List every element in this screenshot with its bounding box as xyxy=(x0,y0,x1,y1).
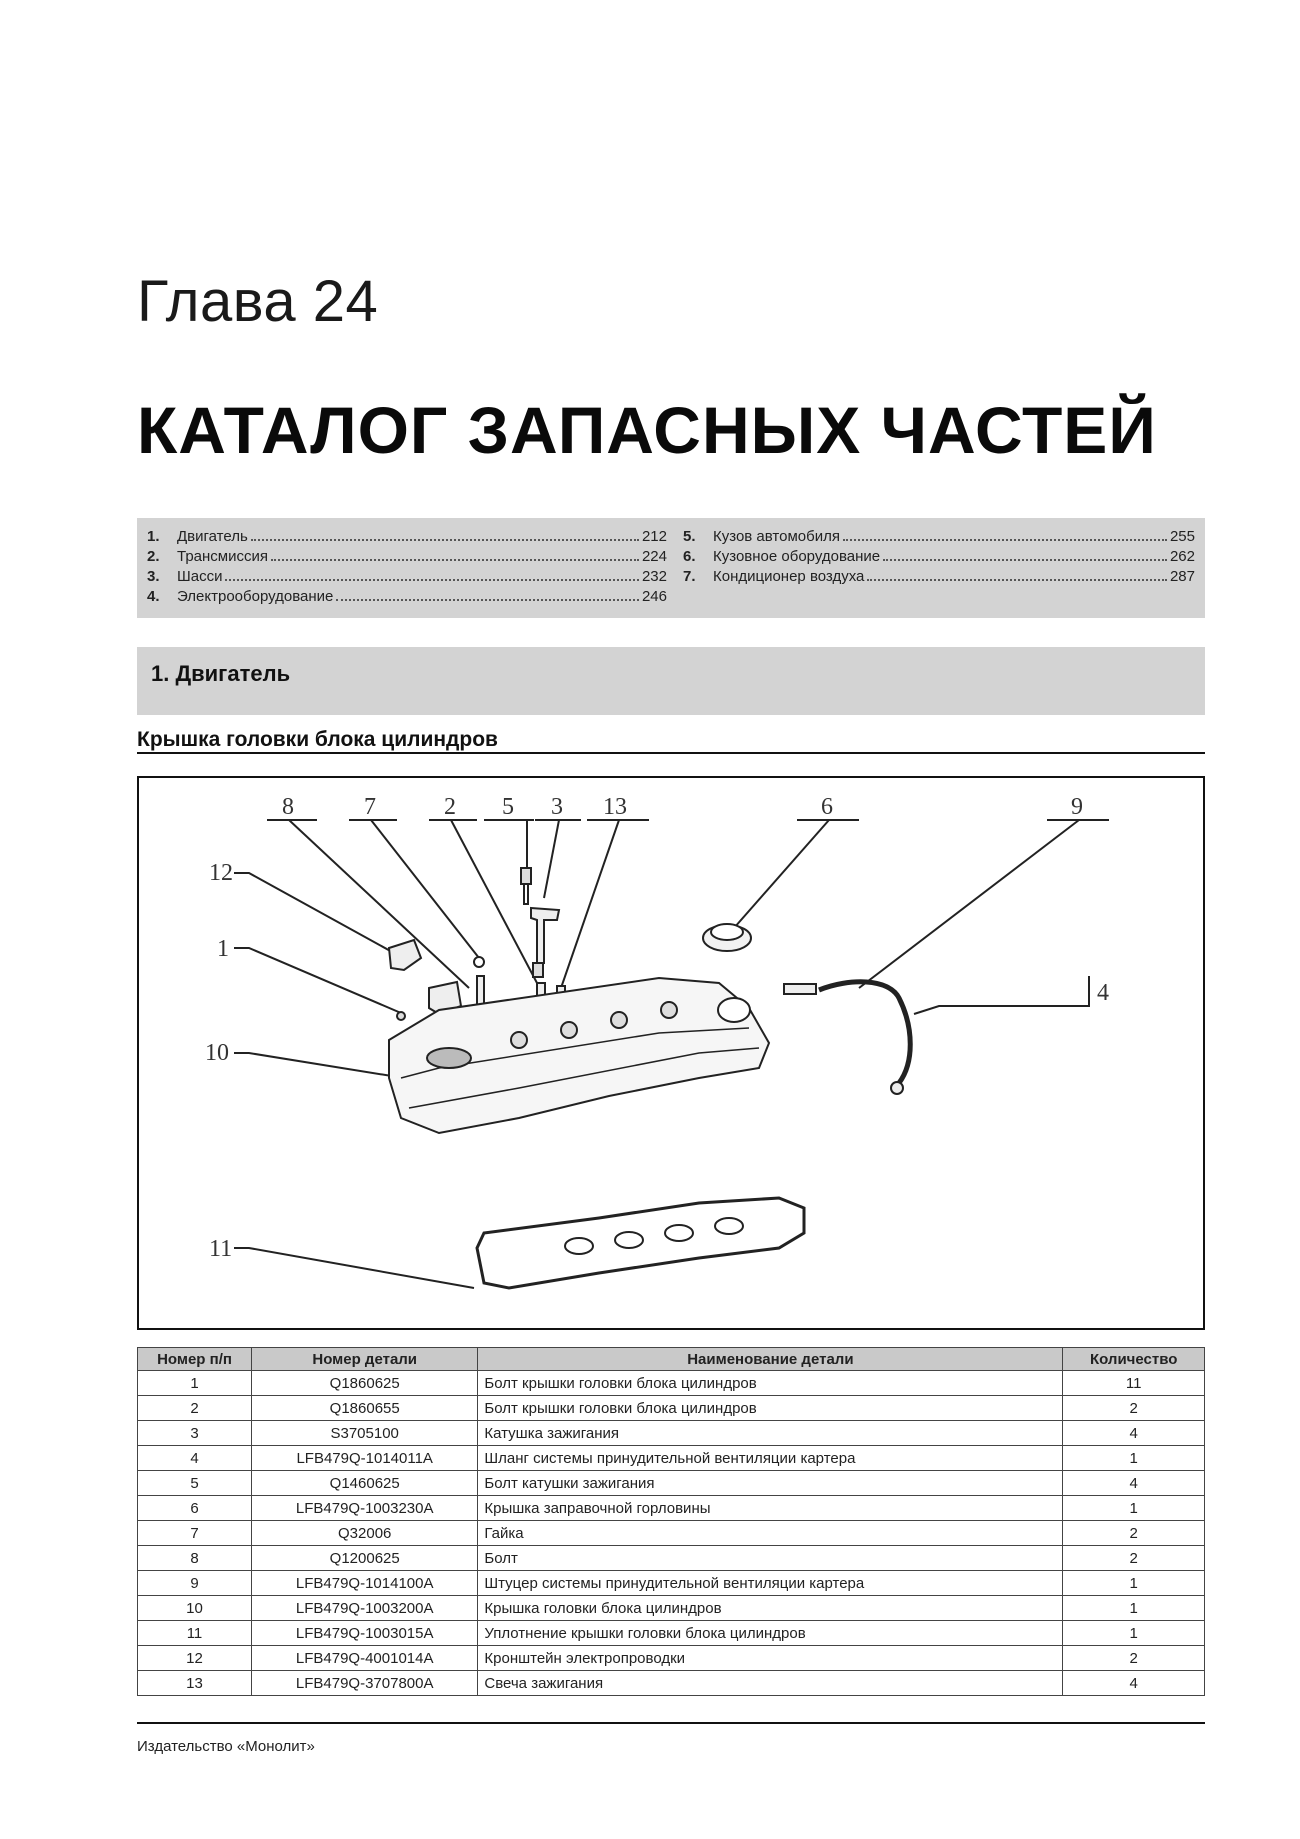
cell-part-number: LFB479Q-1003015A xyxy=(252,1621,478,1646)
ignition-coil-part-3 xyxy=(531,908,559,963)
toc-item[interactable] xyxy=(147,588,667,608)
toc-item-number: 1. xyxy=(147,528,160,545)
toc-item-page: 255 xyxy=(1169,528,1195,545)
cell-part-name: Гайка xyxy=(478,1521,1063,1546)
callout-label: 1 xyxy=(217,936,229,962)
gasket-ring xyxy=(665,1225,693,1241)
cell-part-number: LFB479Q-1014011A xyxy=(252,1446,478,1471)
column-header: Наименование детали xyxy=(478,1348,1063,1371)
subsection-title: Крышка головки блока цилиндров xyxy=(137,728,498,751)
cell-quantity: 4 xyxy=(1063,1421,1205,1446)
leader-line xyxy=(289,820,469,988)
cell-item-number: 1 xyxy=(138,1371,252,1396)
toc-leader-dots xyxy=(336,599,639,601)
coil-hole xyxy=(561,1022,577,1038)
diagram-drawing xyxy=(139,778,1203,1328)
leader-line xyxy=(234,1053,404,1078)
table-row xyxy=(138,1571,1205,1596)
toc-item[interactable] xyxy=(683,548,1195,568)
table-row xyxy=(138,1396,1205,1421)
cell-item-number: 13 xyxy=(138,1671,252,1696)
cell-quantity: 1 xyxy=(1063,1571,1205,1596)
table-row xyxy=(138,1471,1205,1496)
cell-part-name: Болт катушки зажигания xyxy=(478,1471,1063,1496)
cell-part-number: LFB479Q-1003200A xyxy=(252,1596,478,1621)
pcv-fitting-part-9 xyxy=(784,984,816,994)
callout-label: 12 xyxy=(209,860,233,886)
bolt-part-5-shaft xyxy=(524,884,528,904)
table-row xyxy=(138,1371,1205,1396)
cell-part-number: Q1860655 xyxy=(252,1396,478,1421)
bracket-part-12 xyxy=(389,940,421,970)
cell-part-number: Q1860625 xyxy=(252,1371,478,1396)
toc-item-number: 5. xyxy=(683,528,696,545)
cell-part-number: Q1460625 xyxy=(252,1471,478,1496)
callout-label: 5 xyxy=(502,794,514,820)
toc-leader-dots xyxy=(883,559,1167,561)
callout-label: 4 xyxy=(1097,980,1109,1006)
table-row xyxy=(138,1496,1205,1521)
callout-label: 6 xyxy=(821,794,833,820)
table-row xyxy=(138,1446,1205,1471)
toc-leader-dots xyxy=(867,579,1167,581)
table-row xyxy=(138,1596,1205,1621)
toc-item[interactable] xyxy=(147,568,667,588)
leader-line xyxy=(234,873,394,953)
coil-hole xyxy=(611,1012,627,1028)
cell-item-number: 5 xyxy=(138,1471,252,1496)
toc-item-page: 246 xyxy=(641,588,667,605)
toc-item[interactable] xyxy=(147,548,667,568)
cell-part-number: LFB479Q-4001014A xyxy=(252,1646,478,1671)
toc-item[interactable] xyxy=(683,568,1195,588)
cell-part-name: Крышка головки блока цилиндров xyxy=(478,1596,1063,1621)
cell-part-name: Штуцер системы принудительной вентиляции картера xyxy=(478,1571,1063,1596)
toc-item-number: 4. xyxy=(147,588,160,605)
table-row xyxy=(138,1621,1205,1646)
toc-column-right xyxy=(683,528,1195,588)
cell-part-name: Крышка заправочной горловины xyxy=(478,1496,1063,1521)
callout-label: 3 xyxy=(551,794,563,820)
cell-quantity: 1 xyxy=(1063,1496,1205,1521)
toc-item-label: Кондиционер воздуха xyxy=(713,568,865,585)
cell-part-name: Болт крышки головки блока цилиндров xyxy=(478,1371,1063,1396)
leader-line xyxy=(544,820,559,898)
cell-part-name: Шланг системы принудительной вентиляции картера xyxy=(478,1446,1063,1471)
cell-quantity: 2 xyxy=(1063,1646,1205,1671)
leader-line xyxy=(234,1248,474,1288)
toc-item-label: Шасси xyxy=(177,568,223,585)
toc-item-label: Электрооборудование xyxy=(177,588,334,605)
publisher-footer: Издательство «Монолит» xyxy=(137,1738,315,1755)
cell-item-number: 10 xyxy=(138,1596,252,1621)
table-row xyxy=(138,1646,1205,1671)
toc-item-number: 3. xyxy=(147,568,160,585)
toc-item-label: Кузов автомобиля xyxy=(713,528,840,545)
cell-item-number: 7 xyxy=(138,1521,252,1546)
cell-item-number: 4 xyxy=(138,1446,252,1471)
toc-item-page: 224 xyxy=(641,548,667,565)
pcv-hose-part-4 xyxy=(819,982,910,1083)
cell-quantity: 1 xyxy=(1063,1446,1205,1471)
footer-divider xyxy=(137,1722,1205,1724)
coil-hole xyxy=(661,1002,677,1018)
cell-part-number: LFB479Q-3707800A xyxy=(252,1671,478,1696)
chapter-label: Глава 24 xyxy=(137,269,379,334)
cell-part-number: Q32006 xyxy=(252,1521,478,1546)
toc-item-number: 2. xyxy=(147,548,160,565)
table-row xyxy=(138,1671,1205,1696)
toc-column-left xyxy=(147,528,667,608)
table-row xyxy=(138,1546,1205,1571)
cell-part-name: Болт xyxy=(478,1546,1063,1571)
callout-label: 13 xyxy=(603,794,627,820)
cell-item-number: 9 xyxy=(138,1571,252,1596)
cell-item-number: 12 xyxy=(138,1646,252,1671)
cell-quantity: 1 xyxy=(1063,1621,1205,1646)
cell-item-number: 6 xyxy=(138,1496,252,1521)
gasket-ring xyxy=(715,1218,743,1234)
column-header: Номер п/п xyxy=(138,1348,252,1371)
callout-label: 7 xyxy=(364,794,376,820)
cell-quantity: 4 xyxy=(1063,1471,1205,1496)
cell-item-number: 11 xyxy=(138,1621,252,1646)
cell-item-number: 2 xyxy=(138,1396,252,1421)
cell-part-number: LFB479Q-1003230A xyxy=(252,1496,478,1521)
gasket-ring xyxy=(565,1238,593,1254)
exploded-parts-diagram xyxy=(137,776,1205,1330)
toc-item-page: 232 xyxy=(641,568,667,585)
toc-item-page: 287 xyxy=(1169,568,1195,585)
toc-leader-dots xyxy=(251,539,639,541)
cell-part-number: S3705100 xyxy=(252,1421,478,1446)
cell-part-number: Q1200625 xyxy=(252,1546,478,1571)
filler-cap-top xyxy=(711,924,743,940)
leader-line xyxy=(561,820,619,988)
callout-label: 11 xyxy=(209,1236,233,1262)
toc-leader-dots xyxy=(843,539,1167,541)
leader-line xyxy=(234,948,401,1013)
table-row xyxy=(138,1421,1205,1446)
cell-part-name: Свеча зажигания xyxy=(478,1671,1063,1696)
cell-quantity: 4 xyxy=(1063,1671,1205,1696)
filler-neck xyxy=(718,998,750,1022)
bolt-part-8 xyxy=(477,976,484,1006)
toc-item-number: 7. xyxy=(683,568,696,585)
toc-item-page: 212 xyxy=(641,528,667,545)
cell-item-number: 8 xyxy=(138,1546,252,1571)
table-row xyxy=(138,1521,1205,1546)
cell-quantity: 11 xyxy=(1063,1371,1205,1396)
toc-item-label: Двигатель xyxy=(177,528,248,545)
callout-label: 2 xyxy=(444,794,456,820)
coil-hole xyxy=(511,1032,527,1048)
nut-part-7 xyxy=(474,957,484,967)
leader-line xyxy=(914,976,1089,1014)
toc-item-label: Трансмиссия xyxy=(177,548,268,565)
table-header-row xyxy=(138,1348,1205,1371)
section-header xyxy=(137,647,1205,715)
callout-label: 9 xyxy=(1071,794,1083,820)
table-of-contents xyxy=(137,518,1205,618)
cell-quantity: 2 xyxy=(1063,1521,1205,1546)
column-header: Номер детали xyxy=(252,1348,478,1371)
gasket-ring xyxy=(615,1232,643,1248)
toc-item[interactable] xyxy=(147,528,667,548)
parts-table xyxy=(137,1347,1205,1696)
toc-item-page: 262 xyxy=(1169,548,1195,565)
coil-boot xyxy=(533,963,543,977)
toc-item-label: Кузовное оборудование xyxy=(713,548,881,565)
callout-label: 10 xyxy=(205,1040,229,1066)
callout-label: 8 xyxy=(282,794,294,820)
cell-part-number: LFB479Q-1014100A xyxy=(252,1571,478,1596)
section-title: 1. Двигатель xyxy=(151,661,291,686)
cell-part-name: Уплотнение крышки головки блока цилиндров xyxy=(478,1621,1063,1646)
subsection-header xyxy=(137,728,1205,754)
leader-line xyxy=(859,820,1079,988)
bolt-part-5 xyxy=(521,868,531,884)
toc-item[interactable] xyxy=(683,528,1195,548)
toc-item-number: 6. xyxy=(683,548,696,565)
cell-part-name: Кронштейн электропроводки xyxy=(478,1646,1063,1671)
cell-quantity: 2 xyxy=(1063,1396,1205,1421)
column-header: Количество xyxy=(1063,1348,1205,1371)
cell-quantity: 2 xyxy=(1063,1546,1205,1571)
page-title: КАТАЛОГ ЗАПАСНЫХ ЧАСТЕЙ xyxy=(137,393,1157,467)
toc-leader-dots xyxy=(225,579,639,581)
cell-quantity: 1 xyxy=(1063,1596,1205,1621)
cell-part-name: Катушка зажигания xyxy=(478,1421,1063,1446)
cell-item-number: 3 xyxy=(138,1421,252,1446)
logo-emblem xyxy=(427,1048,471,1068)
leader-line xyxy=(734,820,829,928)
cell-part-name: Болт крышки головки блока цилиндров xyxy=(478,1396,1063,1421)
gasket-part-11 xyxy=(477,1198,804,1288)
hose-end xyxy=(891,1082,903,1094)
toc-leader-dots xyxy=(271,559,639,561)
bolt-part-1 xyxy=(397,1012,405,1020)
